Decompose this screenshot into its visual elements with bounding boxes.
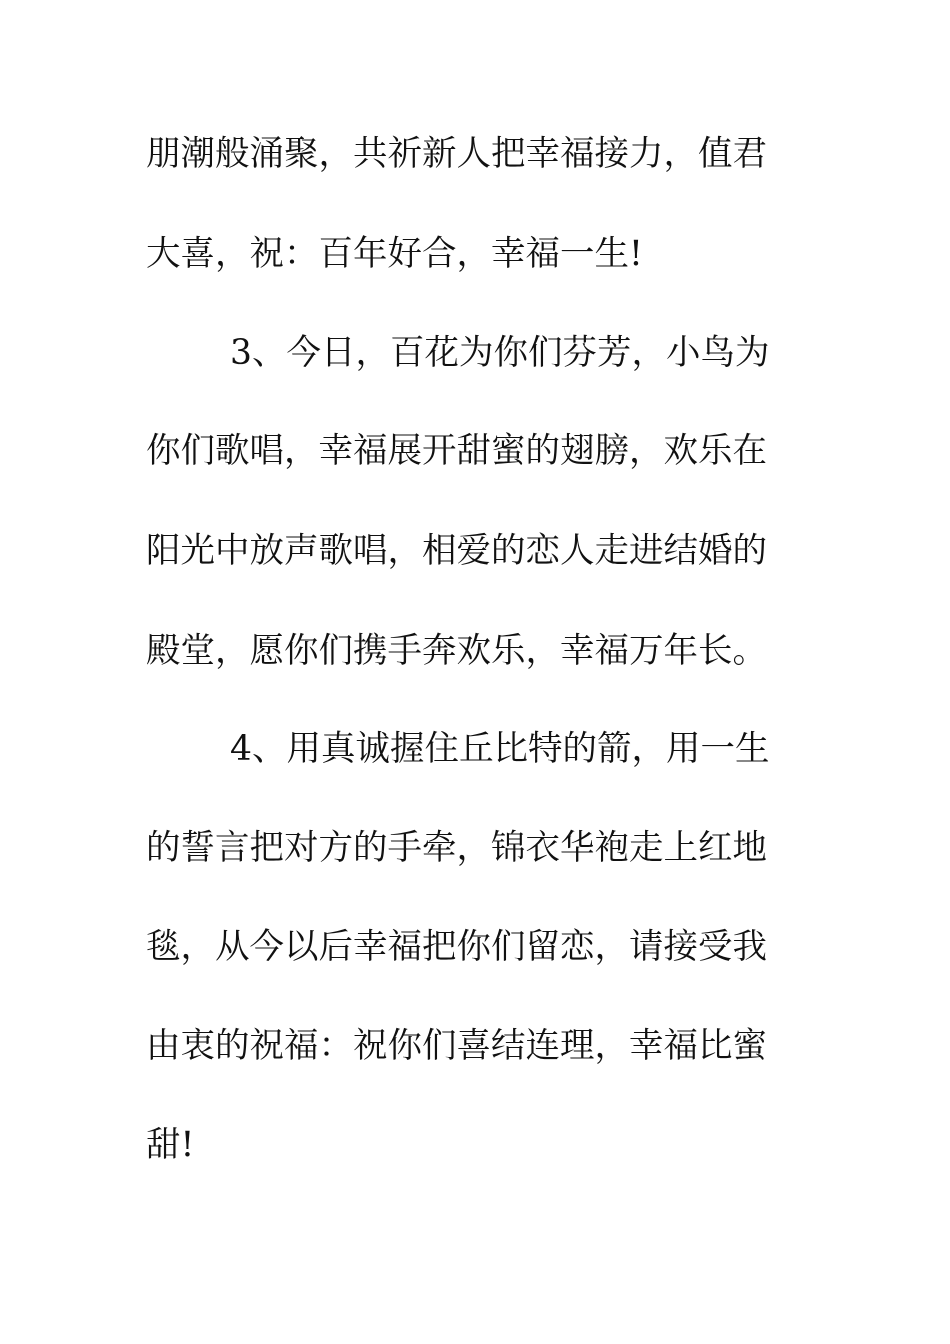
text-line: 朋潮般涌聚，共祈新人把幸福接力，值君 [146, 134, 767, 174]
text-line: 阳光中放声歌唱，相爱的恋人走进结婚的 [146, 531, 767, 571]
text-line: 殿堂，愿你们携手奔欢乐，幸福万年长。 [146, 631, 767, 671]
text-line: 的誓言把对方的手牵，锦衣华袍走上红地 [146, 828, 767, 868]
paragraph-start-line: 4、用真诚握住丘比特的箭，用一生 [230, 729, 770, 769]
paragraph-start-line: 3、今日，百花为你们芬芳，小鸟为 [230, 333, 770, 373]
text-line: 你们歌唱，幸福展开甜蜜的翅膀，欢乐在 [146, 431, 767, 471]
text-line: 甜! [146, 1125, 195, 1165]
text-line: 由衷的祝福：祝你们喜结连理，幸福比蜜 [146, 1026, 767, 1066]
text-line: 大喜，祝：百年好合，幸福一生! [146, 234, 643, 274]
text-line: 毯，从今以后幸福把你们留恋，请接受我 [146, 927, 767, 967]
